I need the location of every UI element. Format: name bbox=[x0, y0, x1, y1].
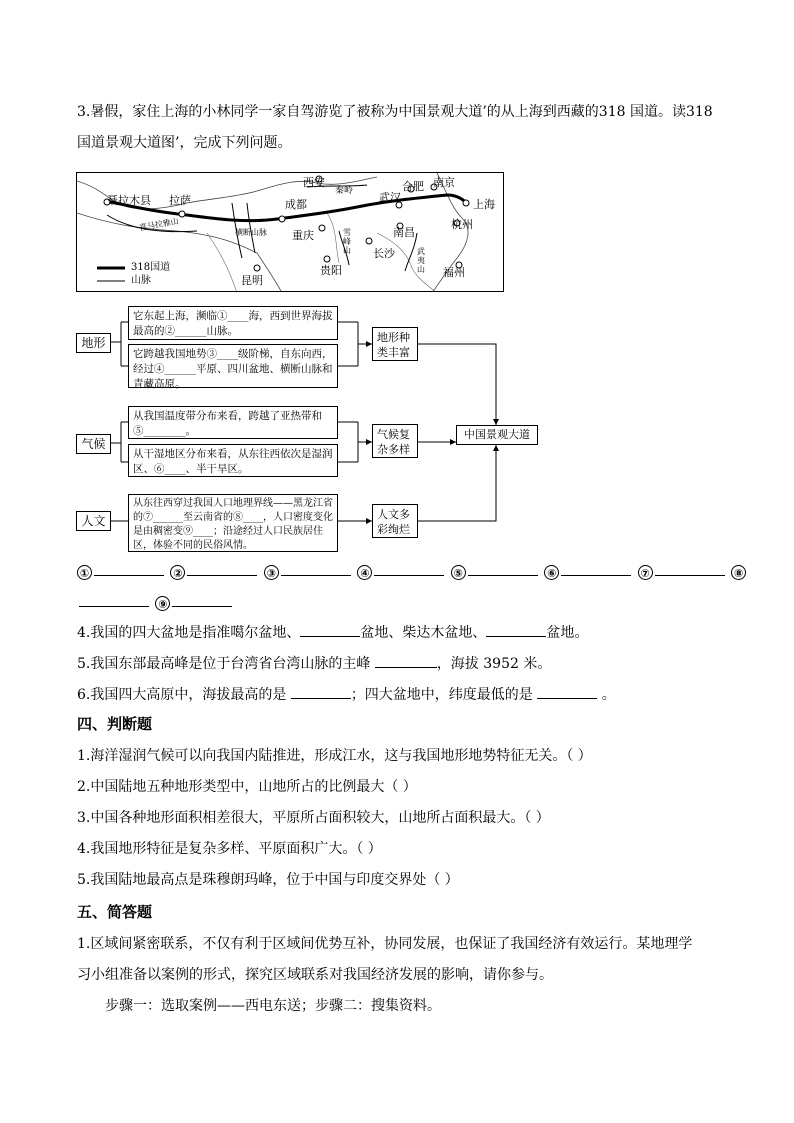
legend-road: 318国道 bbox=[131, 262, 171, 273]
map-label: 南昌 bbox=[393, 226, 415, 239]
judge-item: 2.中国陆地五种地形类型中，山地所占的比例最大（ ） bbox=[77, 779, 417, 795]
category-terrain: 地形 bbox=[76, 333, 111, 353]
route-318-map bbox=[76, 172, 504, 292]
climate-box-2: 从干湿地区分布来看，从东往西依次是湿润区、⑥____、半干旱区。 bbox=[128, 444, 338, 477]
culture-box: 从东往西穿过我国人口地理界线——黑龙江省的⑦______至云南省的⑧____，人口密度变化是由稠密变⑨____；沿途经过人口民族居住区，体验不同的民俗风情。 bbox=[128, 494, 338, 552]
q6-text-a: 6.我国四大高原中，海拔最高的是 bbox=[77, 687, 287, 703]
q6 bbox=[77, 684, 616, 705]
q4 bbox=[77, 622, 588, 643]
q5-blank[interactable] bbox=[375, 653, 437, 668]
answer-blanks-row2 bbox=[77, 592, 234, 614]
q4-blank-1[interactable] bbox=[300, 622, 360, 637]
answer-num: ⑦ bbox=[638, 565, 653, 580]
essay-line1: 1.区域间紧密联系，不仅有利于区域间优势互补，协同发展，也保证了我国经济有效运行。某地理学 bbox=[77, 936, 693, 952]
essay-line3: 步骤一：选取案例——西电东送；步骤二：搜集资料。 bbox=[105, 998, 441, 1014]
map-label: 重庆 bbox=[292, 229, 314, 242]
map-label: 西安 bbox=[303, 176, 325, 189]
judge-item: 5.我国陆地最高点是珠穆朗玛峰，位于中国与印度交界处（ ） bbox=[77, 872, 459, 888]
answer-num: ⑥ bbox=[544, 565, 559, 580]
answer-num: ⑧ bbox=[731, 565, 746, 580]
answer-blank-2[interactable] bbox=[187, 561, 257, 576]
q5 bbox=[77, 653, 551, 674]
map-label: 贵阳 bbox=[320, 264, 342, 277]
map-label: 喜马拉雅山 bbox=[138, 216, 180, 233]
map-label: 秦岭 bbox=[335, 186, 354, 196]
terrain-box-1: 它东起上海，濒临①____海，西到世界海拔最高的②______山脉。 bbox=[128, 306, 338, 340]
answer-blank-9[interactable] bbox=[172, 592, 232, 607]
q5-text-a: 5.我国东部最高峰是位于台湾省台湾山脉的主峰 bbox=[77, 656, 371, 672]
terrain-box-2: 它跨越我国地势③____级阶梯，自东向西，经过④______平原、四川盆地、横断山脉和青藏高原。 bbox=[128, 344, 338, 388]
result-culture: 人文多彩绚烂 bbox=[372, 504, 418, 538]
map-label: 上海 bbox=[473, 198, 495, 211]
judge-item: 1.海洋湿润气候可以向我国内陆推进，形成江水，这与我国地形地势特征无关。（ ） bbox=[77, 748, 592, 764]
answer-num: ③ bbox=[264, 565, 279, 580]
answer-blanks bbox=[77, 561, 746, 583]
map-label: 聂拉木县 bbox=[107, 194, 151, 207]
answer-num: ② bbox=[170, 565, 185, 580]
category-culture: 人文 bbox=[76, 511, 111, 531]
map-label: 武汉 bbox=[379, 191, 401, 204]
section-essay-heading: 五、简答题 bbox=[77, 903, 153, 921]
q6-blank-1[interactable] bbox=[291, 684, 351, 699]
map-label: 拉萨 bbox=[169, 194, 191, 207]
section-judge-heading: 四、判断题 bbox=[77, 715, 153, 733]
result-terrain: 地形种类丰富 bbox=[372, 327, 418, 361]
q4-blank-2[interactable] bbox=[486, 622, 546, 637]
answer-blank-3[interactable] bbox=[281, 561, 351, 576]
answer-blank-8[interactable] bbox=[79, 592, 149, 607]
answer-num: ⑨ bbox=[155, 596, 170, 611]
q6-blank-2[interactable] bbox=[537, 684, 597, 699]
answer-num: ④ bbox=[357, 565, 372, 580]
answer-num: ⑤ bbox=[451, 565, 466, 580]
q6-text-b: ；四大盆地中，纬度最低的是 bbox=[350, 687, 533, 703]
map-label: 雪峰山 bbox=[343, 228, 351, 255]
map-label: 长沙 bbox=[373, 247, 395, 260]
judge-item: 4.我国地形特征是复杂多样、平原面积广大。（ ） bbox=[77, 841, 382, 857]
answer-blank-5[interactable] bbox=[468, 561, 538, 576]
q4-text-a: 4.我国的四大盆地是指准噶尔盆地、 bbox=[77, 625, 301, 641]
result-climate: 气候复杂多样 bbox=[372, 424, 418, 458]
q3-line2: 国道景观大道图’，完成下列问题。 bbox=[77, 135, 292, 151]
category-climate: 气候 bbox=[76, 434, 111, 454]
map-label: 合肥 bbox=[402, 180, 424, 193]
climate-box-1: 从我国温度带分布来看，跨越了亚热带和⑤________。 bbox=[128, 406, 338, 439]
q4-text-b: 盆地、柴达木盆地、 bbox=[360, 625, 487, 641]
map-label: 横断山脉 bbox=[235, 228, 267, 237]
answer-blank-1[interactable] bbox=[94, 561, 164, 576]
answer-num: ① bbox=[77, 565, 92, 580]
q6-text-c: 。 bbox=[601, 687, 616, 703]
map-label: 昆明 bbox=[241, 274, 263, 287]
essay-line2: 习小组准备以案例的形式，探究区域联系对我国经济发展的影响，请你参与。 bbox=[77, 967, 553, 983]
map-label: 南京 bbox=[433, 176, 455, 189]
q4-text-c: 盆地。 bbox=[546, 625, 589, 641]
q5-text-b: ，海拔 3952 米。 bbox=[436, 656, 552, 672]
q3-line1: 3.暑假，家住上海的小林同学一家自驾游览了被称为中国景观大道’的从上海到西藏的318 国道。读318 bbox=[77, 104, 713, 120]
judge-item: 3.中国各种地形面积相差很大，平原所占面积较大，山地所占面积最大。（ ） bbox=[77, 810, 550, 826]
map-label: 杭州 bbox=[451, 218, 473, 231]
map-label: 武夷山 bbox=[417, 247, 425, 274]
map-label: 成都 bbox=[285, 198, 307, 211]
answer-blank-7[interactable] bbox=[655, 561, 725, 576]
final-box: 中国景观大道 bbox=[456, 425, 538, 445]
legend-mountain: 山脉 bbox=[131, 275, 151, 286]
answer-blank-6[interactable] bbox=[561, 561, 631, 576]
answer-blank-4[interactable] bbox=[374, 561, 444, 576]
map-label: 福州 bbox=[443, 266, 465, 279]
